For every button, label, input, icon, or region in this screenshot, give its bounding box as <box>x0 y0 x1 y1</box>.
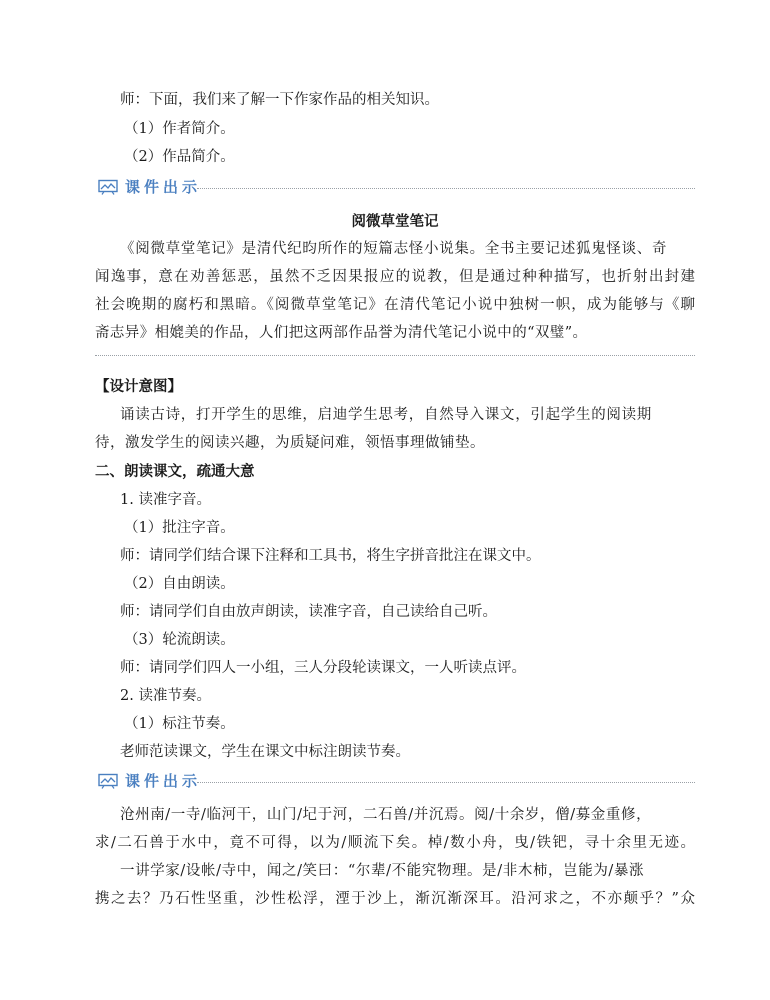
slideshow-icon <box>98 773 118 789</box>
paragraph-line: 闻逸事，意在劝善惩恶，虽然不乏因果报应的说教，但是通过种种描写，也折射出封建 <box>95 269 695 285</box>
paragraph-line: 携之去？乃石性坚重，沙性松浮，湮于沙上，渐沉渐深耳。沿河求之，不亦颠乎？”众 <box>95 891 695 907</box>
section-heading: 二、朗读课文，疏通大意 <box>95 463 255 480</box>
list-item: （2）自由朗读。 <box>124 576 235 592</box>
dotted-divider <box>95 355 695 356</box>
section-label: 课件出示 <box>125 772 202 790</box>
list-item: （1）标注节奏。 <box>124 716 235 732</box>
courseware-header <box>95 177 695 199</box>
dotted-rule <box>197 188 695 189</box>
paragraph-line: 斋志异》相媲美的作品，人们把这两部作品誉为清代笔记小说中的“双璧”。 <box>95 325 588 341</box>
list-item: （1）作者简介。 <box>124 121 235 137</box>
courseware-title: 阅微草堂笔记 <box>351 213 439 230</box>
paragraph-line: 老师范读课文，学生在课文中标注朗读节奏。 <box>120 744 410 760</box>
paragraph-line: 求/二石兽于水中，竟不可得，以为/顺流下矣。棹/数小舟，曳/铁钯，寻十余里无迹。 <box>95 835 695 851</box>
teacher-intro: 师：下面，我们来了解一下作家作品的相关知识。 <box>120 92 439 108</box>
list-item: 2. 读准节奏。 <box>120 688 211 704</box>
paragraph-line: 师：请同学们四人一小组，三人分段轮读课文，一人听读点评。 <box>120 660 526 676</box>
paragraph-line: 待，激发学生的阅读兴趣，为质疑问难，领悟事理做铺垫。 <box>95 435 485 451</box>
courseware-header <box>95 771 695 793</box>
paragraph-line: 师：请同学们自由放声朗读，读准字音，自己读给自己听。 <box>120 604 497 620</box>
list-item: （2）作品简介。 <box>124 149 235 165</box>
section-label: 课件出示 <box>125 178 202 196</box>
list-item: （3）轮流朗读。 <box>124 632 235 648</box>
paragraph-line: 社会晚期的腐朽和黑暗。《阅微草堂笔记》在清代笔记小说中独树一帜，成为能够与《聊 <box>95 297 695 313</box>
list-item: 1. 读准字音。 <box>120 492 211 508</box>
paragraph-line: 《阅微草堂笔记》是清代纪昀所作的短篇志怪小说集。全书主要记述狐鬼怪谈、奇 <box>120 241 668 257</box>
slideshow-icon <box>98 179 118 195</box>
list-item: （1）批注字音。 <box>124 520 235 536</box>
paragraph-line: 师：请同学们结合课下注释和工具书，将生字拼音批注在课文中。 <box>120 548 541 564</box>
dotted-rule <box>197 782 695 783</box>
paragraph-line: 沧州南/一寺/临河干，山门/圮于河，二石兽/并沉焉。阅/十余岁，僧/募金重修， <box>120 807 652 823</box>
paragraph-line: 诵读古诗，打开学生的思维，启迪学生思考，自然导入课文，引起学生的阅读期 <box>120 407 652 423</box>
design-heading: 【设计意图】 <box>95 378 182 395</box>
paragraph-line: 一讲学家/设帐/寺中，闻之/笑曰：“尔辈/不能究物理。是/非木柿，岂能为/暴涨 <box>120 863 645 879</box>
